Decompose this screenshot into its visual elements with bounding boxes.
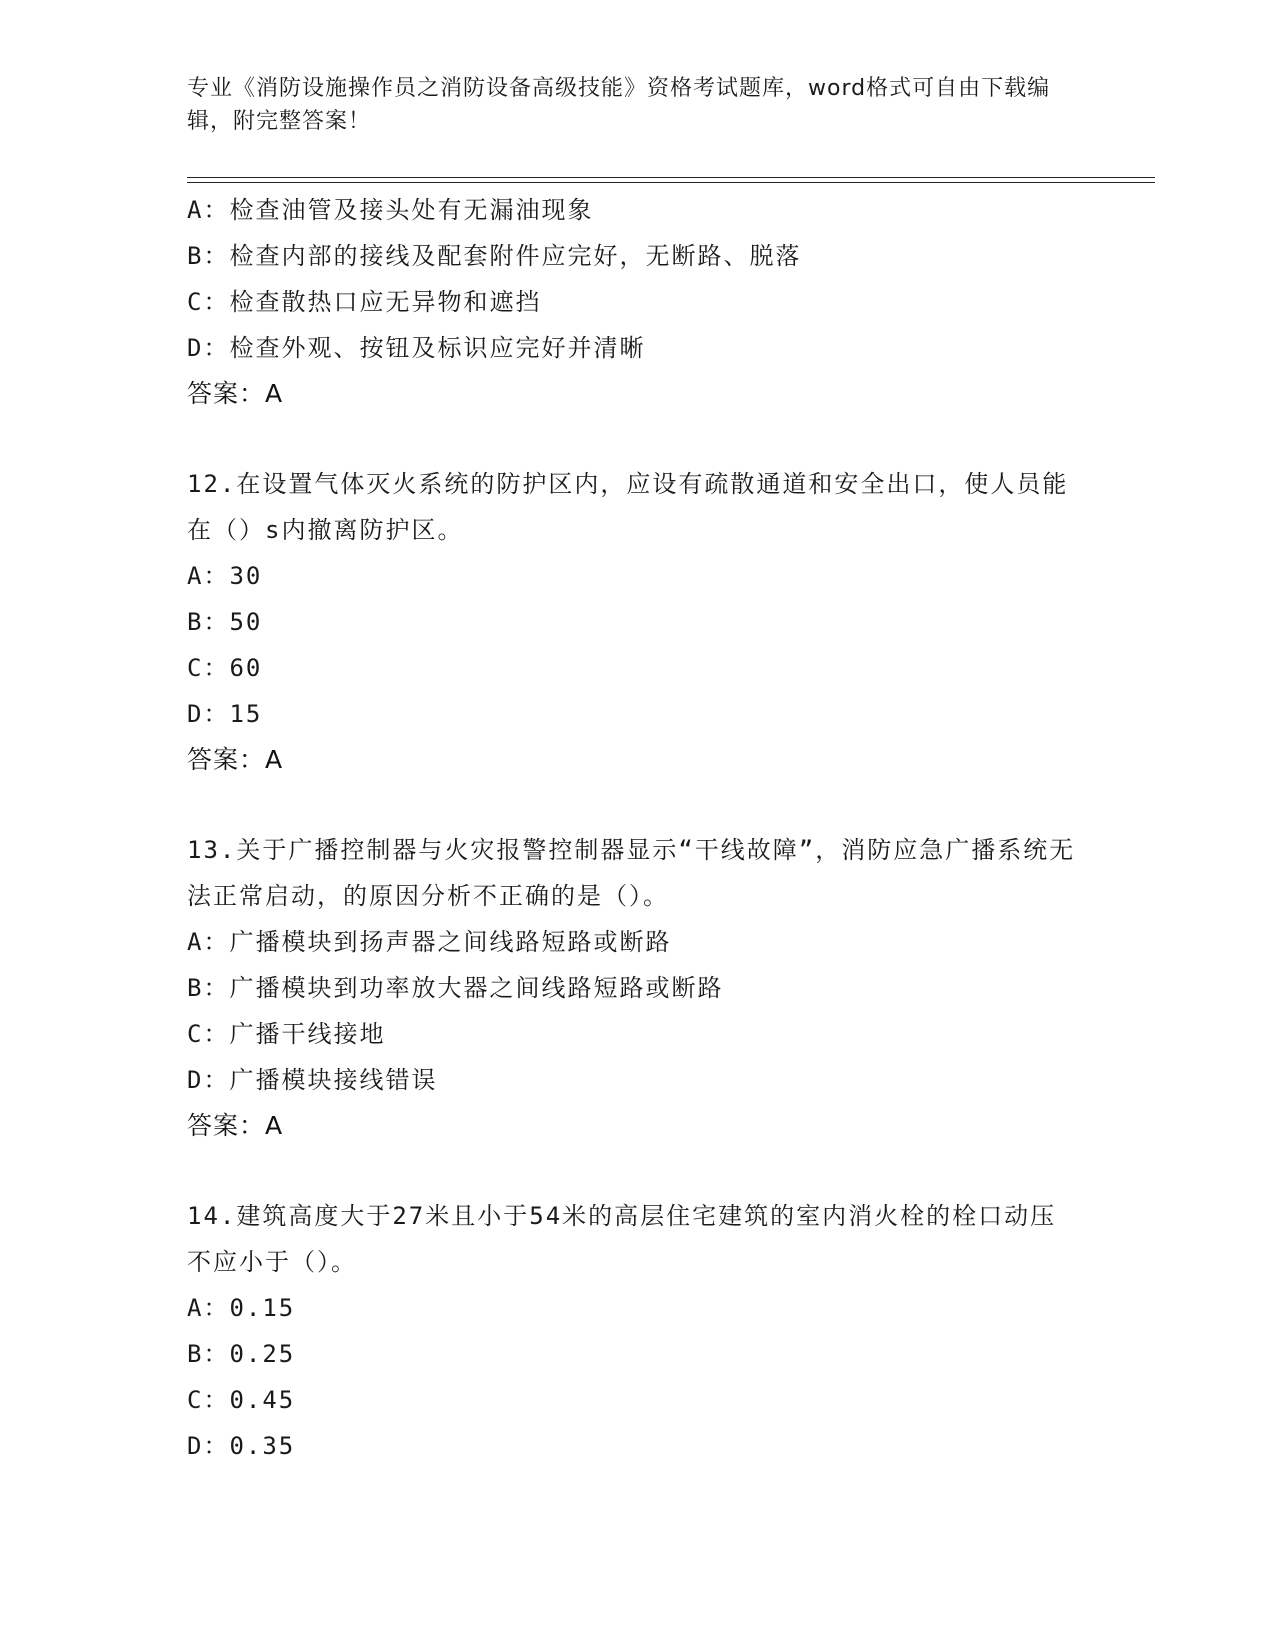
option-c: C：广播干线接地 <box>187 1020 386 1048</box>
answer-line: 答案：A <box>187 745 284 774</box>
option-b: B：0.25 <box>187 1340 296 1368</box>
question-block <box>187 461 1087 783</box>
document-header: 专业《消防设施操作员之消防设备高级技能》资格考试题库，word格式可自由下载编辑，附完整答案！ <box>187 76 1051 134</box>
question-block <box>187 1193 1087 1469</box>
spacer <box>187 417 1087 461</box>
spacer <box>187 783 1087 827</box>
header-divider-top <box>187 177 1155 178</box>
option-b: B：广播模块到功率放大器之间线路短路或断路 <box>187 974 724 1002</box>
question-list <box>187 187 1087 1469</box>
option-a: A：检查油管及接头处有无漏油现象 <box>187 196 594 224</box>
question-block <box>187 187 1087 417</box>
option-a: A：0.15 <box>187 1294 296 1322</box>
question-title: 14.建筑高度大于27米且小于54米的高层住宅建筑的室内消火栓的栓口动压不应小于（）。 <box>187 1202 1057 1276</box>
answer-line: 答案：A <box>187 379 284 408</box>
spacer <box>187 1149 1087 1193</box>
question-block <box>187 827 1087 1149</box>
option-a: A：广播模块到扬声器之间线路短路或断路 <box>187 928 672 956</box>
option-d: D：检查外观、按钮及标识应完好并清晰 <box>187 334 646 362</box>
question-title: 12.在设置气体灭火系统的防护区内，应设有疏散通道和安全出口，使人员能在（）s内撤离防护区。 <box>187 470 1069 544</box>
option-c: C：60 <box>187 654 263 682</box>
header-divider-bottom <box>187 182 1155 183</box>
option-d: D：广播模块接线错误 <box>187 1066 438 1094</box>
answer-line: 答案：A <box>187 1111 284 1140</box>
option-b: B：检查内部的接线及配套附件应完好，无断路、脱落 <box>187 242 802 270</box>
option-c: C：0.45 <box>187 1386 296 1414</box>
option-c: C：检查散热口应无异物和遮挡 <box>187 288 542 316</box>
option-a: A：30 <box>187 562 263 590</box>
option-d: D：15 <box>187 700 263 728</box>
option-b: B：50 <box>187 608 263 636</box>
option-d: D：0.35 <box>187 1432 296 1460</box>
question-title: 13.关于广播控制器与火灾报警控制器显示“干线故障”，消防应急广播系统无法正常启动，的原因分析不正确的是（）。 <box>187 836 1076 910</box>
